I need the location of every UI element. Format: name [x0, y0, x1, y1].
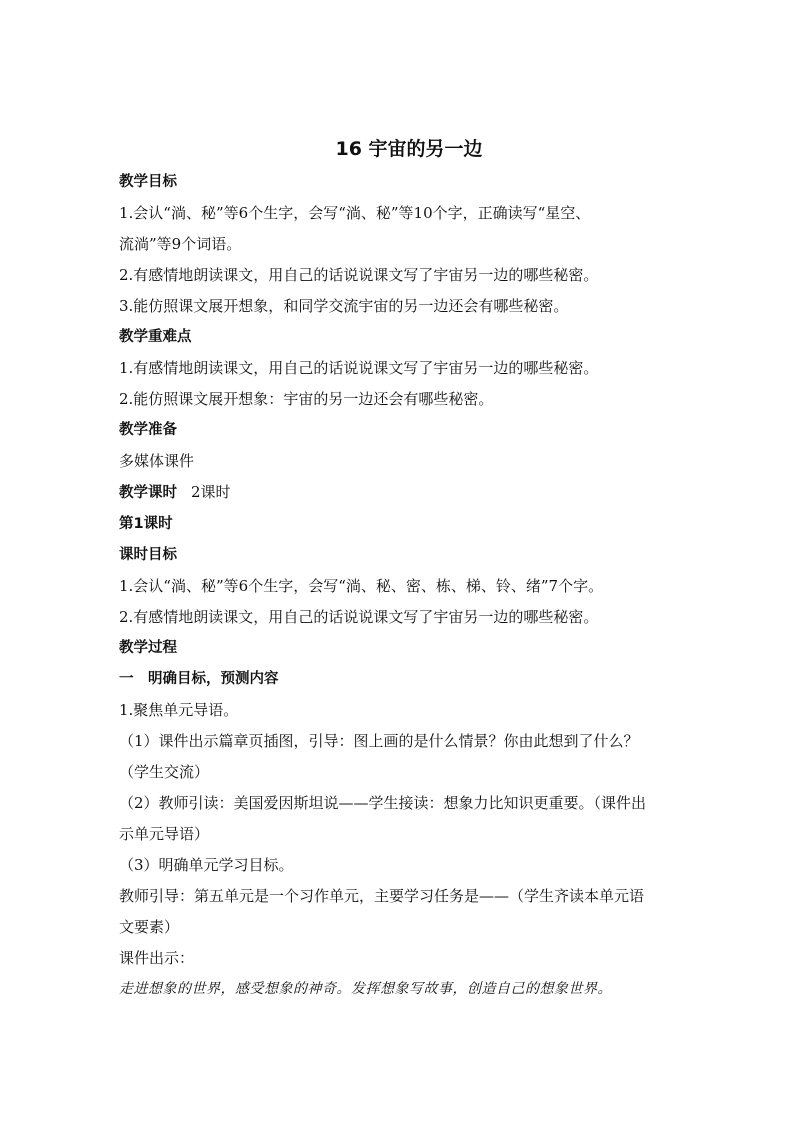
key-points-heading: 教学重难点	[119, 329, 192, 345]
step1-line-3: （学生交流）	[119, 763, 210, 781]
hours-row	[119, 477, 679, 509]
hours-heading: 教学课时	[119, 485, 177, 501]
goal-line-3: 3.能仿照课文展开想象，和同学交流宇宙的另一边还会有哪些秘密。	[119, 297, 569, 315]
goal-line-1: 1.会认“淌、秘”等6个生字，会写“淌、秘”等10个字，正确读写“星空、	[119, 204, 591, 222]
step1-line-8: 文要素）	[119, 918, 180, 936]
goal-line-1-cont: 流淌”等9个词语。	[119, 235, 242, 253]
goals-heading: 教学目标	[119, 174, 177, 190]
step1-line-4: （2）教师引读：美国爱因斯坦说——学生接读：想象力比知识更重要。（课件出	[119, 794, 647, 812]
step1-line-2: （1）课件出示篇章页插图，引导：图上画的是什么情景？你由此想到了什么？	[119, 732, 639, 750]
key-point-1: 1.有感情地朗读课文，用自己的话说说课文写了宇宙另一边的哪些秘密。	[119, 359, 599, 377]
lesson-goal-1: 1.会认“淌、秘”等6个生字，会写“淌、秘、密、栋、梯、铃、绪”7个字。	[119, 577, 604, 595]
key-point-2: 2.能仿照课文展开想象：宇宙的另一边还会有哪些秘密。	[119, 390, 494, 408]
process-heading: 教学过程	[119, 640, 177, 656]
courseware-quote: 走进想象的世界，感受想象的神奇。发挥想象写故事，创造自己的想象世界。	[119, 981, 612, 997]
prep-heading: 教学准备	[119, 422, 177, 438]
goal-line-2: 2.有感情地朗读课文，用自己的话说说课文写了宇宙另一边的哪些秘密。	[119, 266, 599, 284]
step1-heading: 一 明确目标，预测内容	[119, 671, 279, 687]
hours-value: 2课时	[191, 483, 231, 501]
step1-line-5: 示单元导语）	[119, 825, 210, 843]
step1-line-6: （3）明确单元学习目标。	[119, 856, 294, 874]
lesson-goals-heading: 课时目标	[119, 547, 177, 563]
lesson1-heading: 第1课时	[119, 516, 173, 532]
step1-line-7: 教师引导：第五单元是一个习作单元，主要学习任务是——（学生齐读本单元语	[119, 887, 645, 905]
step1-line-1: 1.聚焦单元导语。	[119, 701, 239, 719]
page-title: 16 宇宙的另一边	[335, 138, 483, 160]
prep-text: 多媒体课件	[119, 452, 195, 470]
step1-line-9: 课件出示：	[119, 949, 195, 967]
lesson-goal-2: 2.有感情地朗读课文，用自己的话说说课文写了宇宙另一边的哪些秘密。	[119, 608, 599, 626]
document-page	[119, 133, 679, 1005]
